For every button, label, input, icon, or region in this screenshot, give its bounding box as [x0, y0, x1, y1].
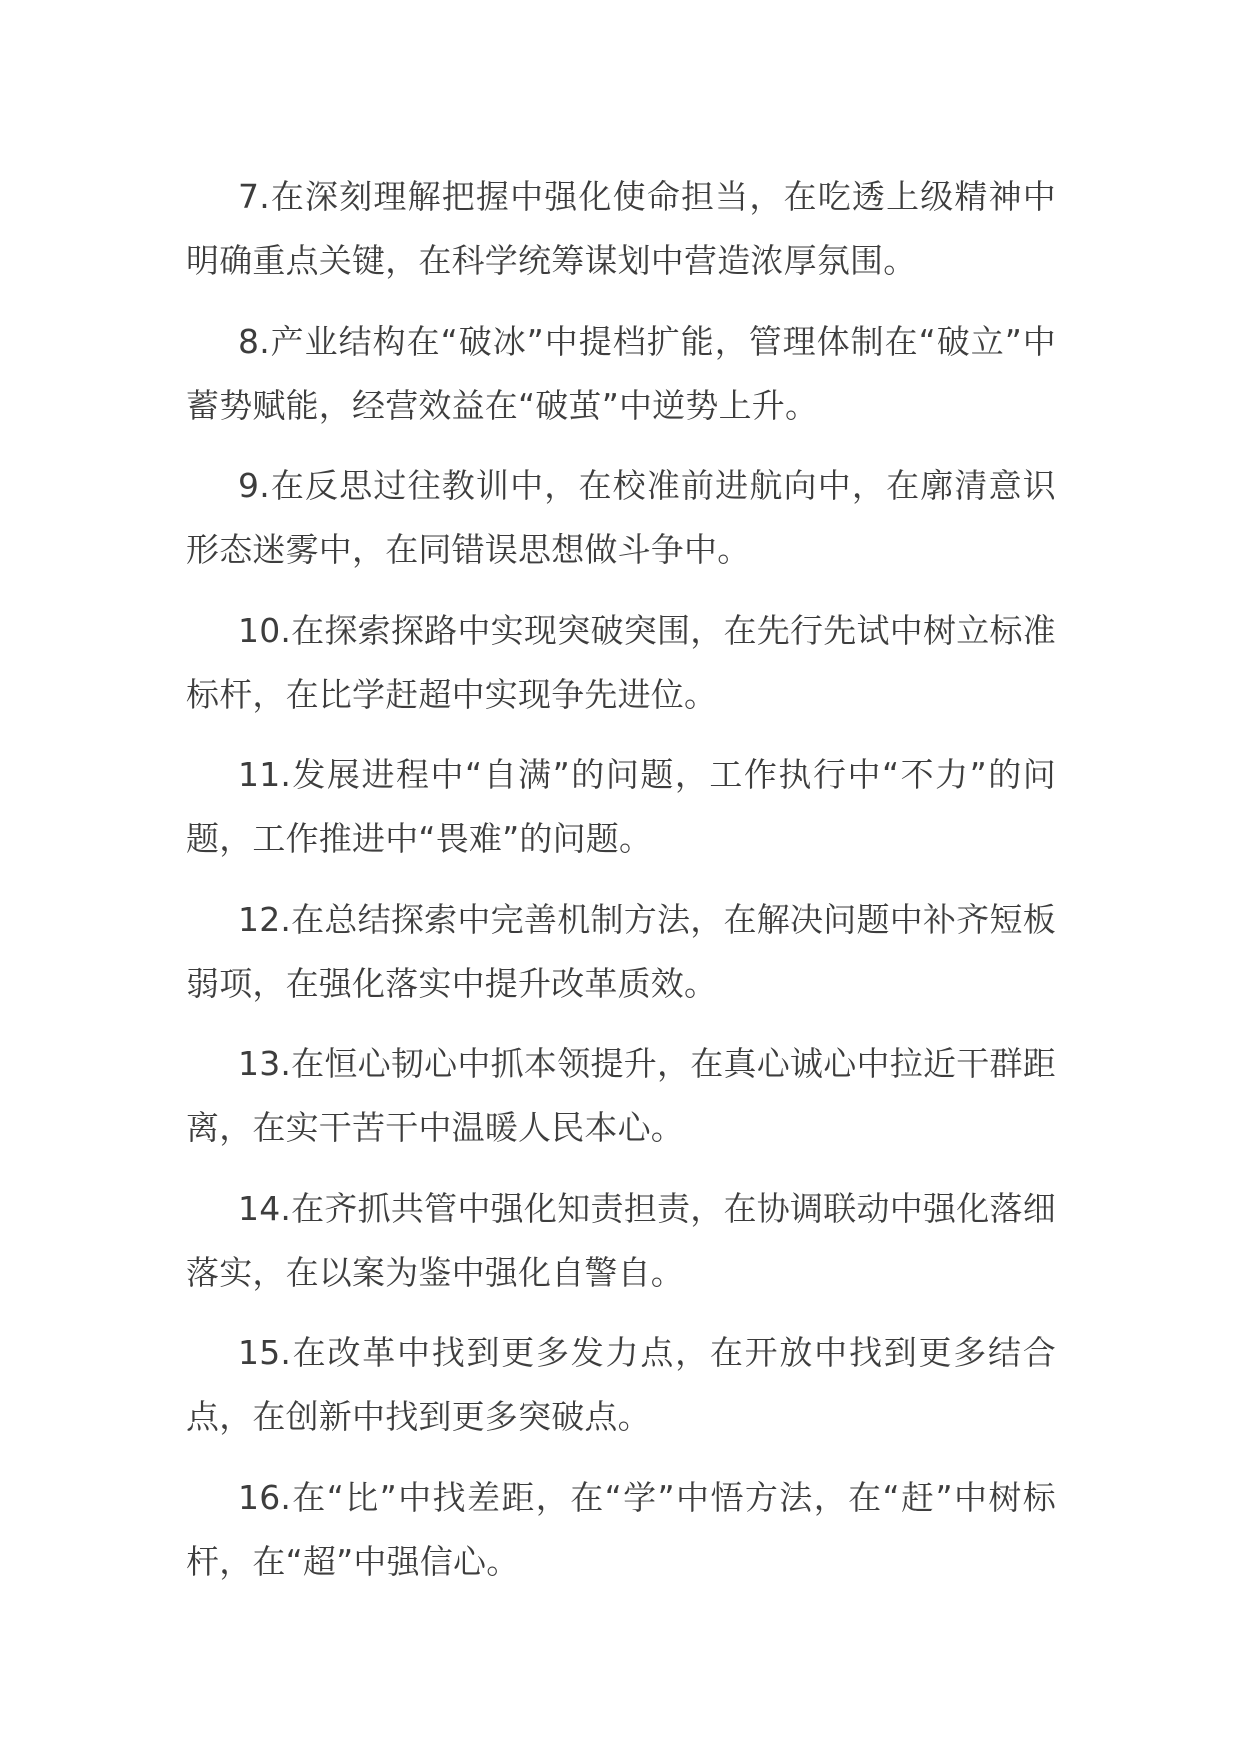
paragraph-8: 8.产业结构在“破冰”中提档扩能，管理体制在“破立”中蓄势赋能，经营效益在“破茧”中逆势上升。 — [186, 321, 1056, 425]
paragraph-13: 13.在恒心韧心中抓本领提升，在真心诚心中拉近干群距离，在实干苦干中温暖人民本心。 — [186, 1044, 1056, 1147]
paragraph-15: 15.在改革中找到更多发力点，在开放中找到更多结合点，在创新中找到更多突破点。 — [186, 1333, 1056, 1436]
paragraph-12: 12.在总结探索中完善机制方法，在解决问题中补齐短板弱项，在强化落实中提升改革质效。 — [186, 899, 1056, 1003]
paragraph-14: 14.在齐抓共管中强化知责担责，在协调联动中强化落细落实，在以案为鉴中强化自警自。 — [186, 1188, 1056, 1292]
paragraph-7: 7.在深刻理解把握中强化使命担当，在吃透上级精神中明确重点关键，在科学统筹谋划中营造浓厚氛围。 — [186, 177, 1056, 280]
paragraph-11: 11.发展进程中“自满”的问题，工作执行中“不力”的问题，工作推进中“畏难”的问题。 — [186, 755, 1056, 858]
paragraph-9: 9.在反思过往教训中，在校准前进航向中，在廓清意识形态迷雾中，在同错误思想做斗争中。 — [186, 466, 1056, 569]
document-page — [186, 165, 1056, 1610]
paragraph-16: 16.在“比”中找差距，在“学”中悟方法，在“赶”中树标杆，在“超”中强信心。 — [186, 1477, 1056, 1581]
paragraph-10: 10.在探索探路中实现突破突围，在先行先试中树立标准标杆，在比学赶超中实现争先进位。 — [186, 610, 1056, 714]
